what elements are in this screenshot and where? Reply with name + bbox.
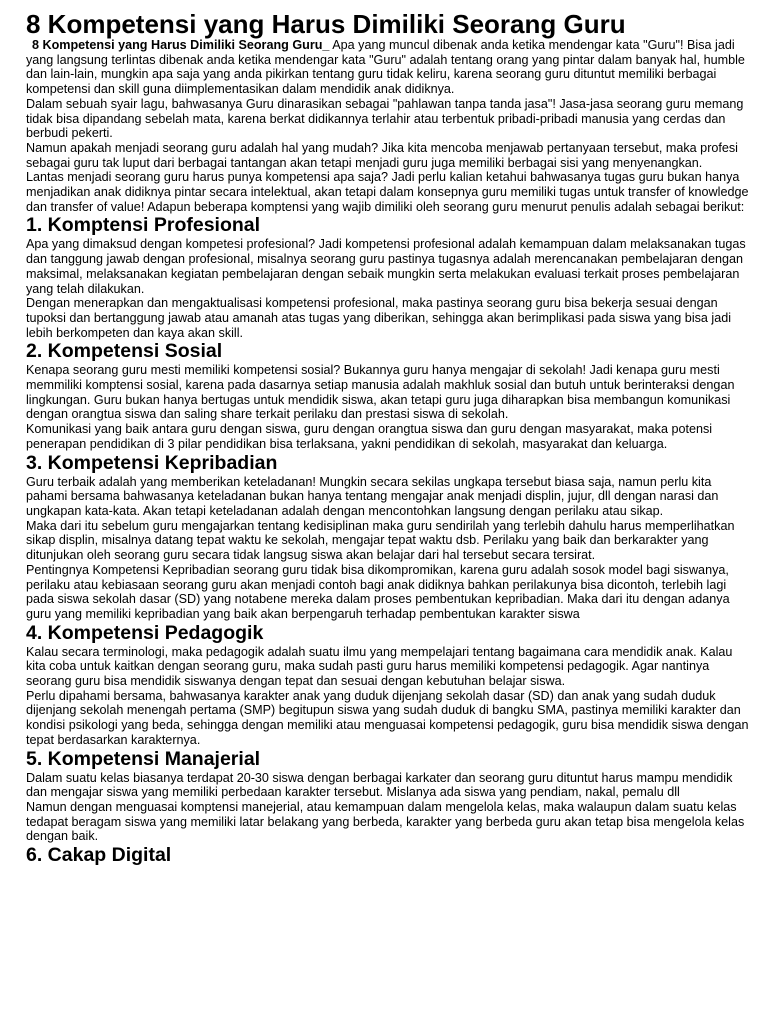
section-heading-1: 1. Komptensi Profesional <box>26 214 261 237</box>
intro-paragraph-3: Namun apakah menjadi seorang guru adalah hal yang mudah? Jika kita mencoba menjawab pertanyaan tersebut, maka profesi sebagai guru tak luput dari berbagai tantangan akan tetapi menjadi guru juga memiliki berbagai sisi yang menyenangkan. <box>26 140 738 170</box>
section-4-paragraph-2: Perlu dipahami bersama, bahwasanya karakter anak yang duduk dijenjang sekolah dasar (SD) dan anak yang sudah duduk dijenjang sekolah menengah pertama (SMP) begitupun siswa yang sudah duduk di bangku SMA, pastinya memiliki karakter dan kondisi psikologi yang beda, sehingga dengan memiliki atau menguasai kompetensi pedagogik, guru bisa mendidik siswa dengan tepat berdasarkan karakternya. <box>26 688 749 747</box>
section-heading-5: 5. Kompetensi Manajerial <box>26 747 261 770</box>
section-2-paragraph-1: Kenapa seorang guru mesti memiliki kompetensi sosial? Bukannya guru hanya mengajar di sekolah! Jadi kenapa guru mesti memmiliki komptensi sosial, karena pada dasarnya setiap manusia adalah makhluk sosial dan butuh untuk berinteraksi dengan lingkungan. Guru bukan hanya bertugas untuk mendidik siswa, akan tetapi guru juga diharapkan bisa membangun komunikasi dengan orangtua siswa dan saling share terkait perilaku dan prestasi siswa di sekolah. <box>26 363 735 422</box>
section-1-paragraph-2: Dengan menerapkan dan mengaktualisasi kompetensi profesional, maka pastinya seorang guru bisa bekerja sesuai dengan tupoksi dan bertanggung jawab atau amanah atas tugas yang diberikan, sehingga akan berimplikasi pada siswa yang bisa jadi lebih berkompeten dan kaya akan skill. <box>26 296 732 340</box>
article <box>26 10 752 867</box>
section-3-paragraph-3: Pentingnya Kompetensi Kepribadian seorang guru tidak bisa dikompromikan, karena guru adalah sosok model bagi siswanya, perilaku atau kebiasaan seorang guru akan menjadi contoh bagi anak didiknya bahkan perilakunya bisa dicontoh, terlebih lagi pada siswa sekolah dasar (SD) yang notabene mereka dalam proses pembentukan kepribadian. Maka dari itu dengan adanya guru yang memiliki kepribadian yang baik akan berpengaruh terhadap pembentukan karakter siswa <box>26 562 730 621</box>
section-heading-4: 4. Kompetensi Pedagogik <box>26 621 264 644</box>
intro-lead: 8 Kompetensi yang Harus Dimiliki Seorang Guru_ <box>32 38 330 52</box>
section-1-paragraph-1: Apa yang dimaksud dengan kompetesi profesional? Jadi kompetensi profesional adalah kemampuan dalam melaksanakan tugas dan tanggung jawab dengan profesional, misalnya seorang guru pastinya tugasnya adalah merencanakan pembelajaran dengan maksimal, melaksanakan kegiatan pembelajaran dengan sebaik mungkin serta melakukan evaluasi terkait proses pembelajaran yang telah dilakukan. <box>26 237 746 296</box>
page-title: 8 Kompetensi yang Harus Dimiliki Seorang Guru <box>26 9 626 39</box>
section-2-paragraph-2: Komunikasi yang baik antara guru dengan siswa, guru dengan orangtua siswa dan guru dengan masyarakat, maka potensi penerapan pendidikan di 3 pilar pendidikan bisa terlaksana, yakni pendidikan di sekolah, masyarakat dan keluarga. <box>26 422 713 451</box>
section-heading-3: 3. Kompetensi Kepribadian <box>26 451 278 474</box>
section-3-paragraph-2: Maka dari itu sebelum guru mengajarkan tentang kedisiplinan maka guru sendirilah yang terlebih dahulu harus memperlihatkan sikap displin, misalnya datang tepat waktu ke sekolah, mengajar tepat waktu dsb. Perilaku yang baik dan berkarakter yang ditunjukan oleh seorang guru secara tidak langsug siswa akan belajar dari hal tersebut secara tersirat. <box>26 518 735 563</box>
section-heading-6: 6. Cakap Digital <box>26 844 172 867</box>
intro-paragraph-2: Dalam sebuah syair lagu, bahwasanya Guru dinarasikan sebagai "pahlawan tanpa tanda jasa"! Jasa-jasa seorang guru memang tidak bisa dipandang sebelah mata, karena berkat didikannya terlahir atau terbentuk pribadi-pribadi manusia yang cerdas dan berbudi pekerti. <box>26 96 744 141</box>
section-4-paragraph-1: Kalau secara terminologi, maka pedagogik adalah suatu ilmu yang mempelajari tentang bagaimana cara mendidik anak. Kalau kita coba untuk kaitkan dengan seorang guru, maka sudah pasti guru harus memiliki kompetensi pedagogik. Agar nantinya seorang guru bisa mendidik siswanya dengan tepat dan sesuai dengan kebutuhan belajar siswa. <box>26 644 733 689</box>
section-heading-2: 2. Kompetensi Sosial <box>26 340 223 363</box>
intro-text-1: Apa yang muncul dibenak anda ketika mendengar kata "Guru"! Bisa jadi yang langsung terlintas dibenak anda ketika mendengar kata "Guru" adalah tentang orang yang pintar dalam banyak hal, humble dan lain-lain, mungkin apa saja yang anda pikirkan tentang guru tidak keliru, karena seorang guru dituntut memiliki berbagai kompetensi dan skill guna diimplementasikan dalam mendidik anak didiknya. <box>26 38 745 97</box>
intro-paragraph-4: Lantas menjadi seorang guru harus punya kompetensi apa saja? Jadi perlu kalian ketahui bahwasanya tugas guru bukan hanya menjadikan anak didiknya pintar secara intelektual, akan tetapi dalam konsepnya guru memiliki tugas untuk transfer of knowledge dan transfer of value! Adapun beberapa komptensi yang wajib dimiliki oleh seorang guru menurut penulis adalah sebagai berikut: <box>26 170 749 214</box>
section-5-paragraph-2: Namun dengan menguasai komptensi manejerial, atau kemampuan dalam mengelola kelas, maka walaupun dalam suatu kelas tedapat beragam siswa yang memiliki latar belakang yang berbeda, karakter yang berbeda guru akan tetap bisa mengelola kelas dengan baik. <box>26 799 745 844</box>
section-3-paragraph-1: Guru terbaik adalah yang memberikan keteladanan! Mungkin secara sekilas ungkapa tersebut biasa saja, namun perlu kita pahami bersama bahwasanya keteladanan bukan hanya tentang mengajar anak menjadi displin, jujur, dll dengan narasi dan ungkapan kata-kata. Akan tetapi keteladanan adalah dengan mencontohkan langsung dengan perilaku atau sikap. <box>26 474 719 518</box>
section-5-paragraph-1: Dalam suatu kelas biasanya terdapat 20-30 siswa dengan berbagai karkater dan seorang guru dituntut harus mampu mendidik dan mengajar siswa yang memiliki perbedaan karakter tersebut. Mislanya ada siswa yang pendiam, nakal, pemalu dll <box>26 770 733 800</box>
intro-paragraph-1 <box>26 38 752 97</box>
